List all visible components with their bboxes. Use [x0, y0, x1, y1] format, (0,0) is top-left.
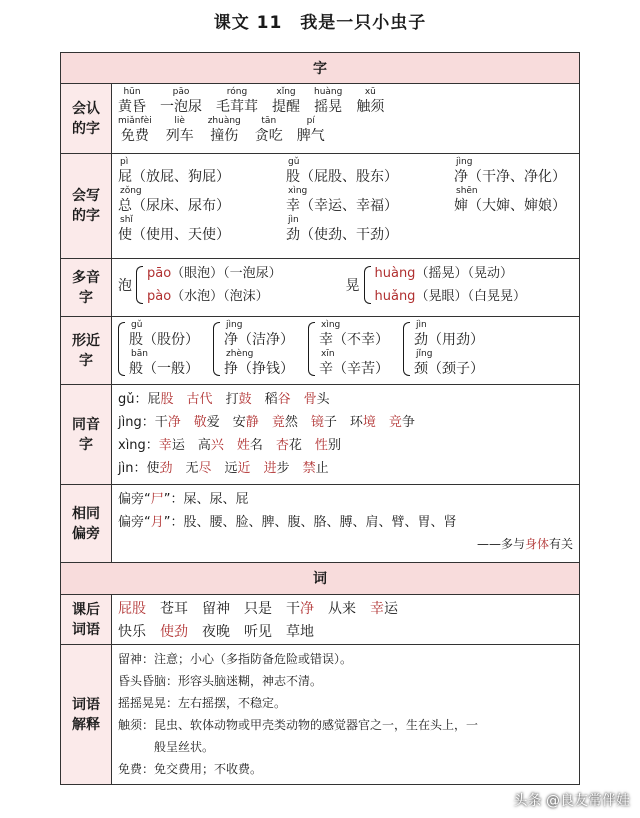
homophone-line: [118, 388, 573, 411]
definition-line: 昏头昏脑：形容头脑迷糊，神志不清。: [118, 674, 323, 688]
bracket-icon: [118, 322, 125, 376]
highlight-text: 杏: [275, 438, 289, 453]
homophone-pinyin: xìng：: [118, 438, 159, 453]
text: 打: [212, 392, 239, 407]
vocab-word: [255, 116, 283, 145]
pinyin: jìng: [456, 157, 473, 167]
kehou-lines: [112, 595, 579, 644]
hanzi: 劲（用劲）: [414, 332, 484, 348]
pinyin: miǎnfèi: [118, 116, 152, 126]
bracket-icon: [213, 322, 220, 376]
highlight-text: 兴: [210, 438, 224, 453]
hanzi: 撞伤: [210, 128, 239, 144]
pinyin: xìng: [288, 186, 308, 196]
homophone-pinyin: jìng：: [118, 415, 155, 430]
watermark: 头条 @良友常伴娃: [513, 793, 630, 809]
jieshi-lines: [112, 645, 579, 784]
similar-char: [224, 320, 294, 349]
example-words: （水泡）（泡沫）: [171, 289, 269, 304]
pinyin: shǐ: [120, 215, 133, 225]
hanzi: 般（一般）: [129, 361, 199, 377]
polyphone-readings: [375, 262, 526, 308]
text: [251, 461, 264, 476]
hanzi: 列车: [165, 128, 194, 144]
row-huiren: [60, 84, 580, 154]
hanzi: 股（股份）: [129, 332, 199, 348]
similar-char: [319, 320, 389, 349]
similar-char: [129, 349, 199, 378]
similar-char-group: [308, 320, 389, 378]
hanzi: 颈（颈子）: [414, 361, 484, 377]
highlight-text: 谷: [277, 392, 291, 407]
pinyin: pāo: [172, 87, 190, 97]
hanzi: 辛（辛苦）: [319, 361, 389, 377]
radical-highlight: 月: [150, 515, 164, 530]
bracket-icon: [136, 266, 143, 304]
pinyin: jìn: [288, 215, 299, 225]
similar-char-group: [403, 320, 484, 378]
bracket-icon: [364, 266, 371, 304]
text: 名: [249, 438, 276, 453]
pinyin: xīn: [321, 349, 335, 359]
hanzi: 毛茸茸: [216, 99, 258, 115]
hanzi: 劲（使劲、干劲）: [286, 227, 398, 243]
pinyin: róng: [226, 87, 248, 97]
bracket-icon: [403, 322, 410, 376]
row-label: 课后 词语: [61, 595, 112, 644]
write-char: [454, 186, 622, 215]
vocab-word: [166, 116, 194, 145]
polyphone-reading: [375, 285, 526, 308]
pinyin: zhèng: [226, 349, 254, 359]
row-label: 多音 字: [61, 259, 112, 316]
row-label: 会认 的字: [61, 84, 112, 153]
hanzi: 幸（不幸）: [319, 332, 389, 348]
definition-line: 留神：注意；小心（多指防备危险或错误）。: [118, 652, 353, 666]
hanzi: 婶（大婶、婶娘）: [454, 198, 566, 214]
polyphone-char: 晃: [345, 278, 360, 294]
highlight-text: 镜: [310, 415, 324, 430]
text: 头: [316, 392, 330, 407]
vocab-word: [297, 116, 325, 145]
text: [224, 438, 237, 453]
row-jieshi: [60, 645, 580, 785]
text: 争: [401, 415, 415, 430]
similar-char-pair: [319, 320, 389, 378]
similar-char: [319, 349, 389, 378]
pinyin: gǔ: [131, 320, 143, 330]
page-title: 课文 11 我是一只小虫子: [213, 13, 427, 33]
text: 快乐: [118, 624, 160, 640]
pinyin: pào: [147, 289, 172, 304]
text: 别: [327, 438, 341, 453]
hanzi: 免费: [120, 128, 149, 144]
similar-char-group: [118, 320, 199, 378]
highlight-text: 净: [300, 601, 314, 617]
text: [181, 415, 194, 430]
pinyin: pì: [120, 157, 129, 167]
similar-char-pair: [414, 320, 484, 378]
radical-line-2: 偏旁“月”：股、腰、脸、脾、腹、胳、膊、肩、臂、胃、肾: [118, 515, 457, 530]
homophone-line: [118, 411, 573, 434]
similar-char-pair: [129, 320, 199, 378]
text: 步: [276, 461, 303, 476]
vocab-word: [272, 87, 300, 116]
radical-highlight: 尸: [150, 492, 164, 507]
xingjin-groups: [118, 320, 573, 378]
text: 爱 安: [206, 415, 246, 430]
homophone-pinyin: gǔ：: [118, 392, 148, 407]
similar-char: [414, 349, 484, 378]
hanzi: 摇晃: [314, 99, 343, 115]
hanzi: 挣（挣钱）: [224, 361, 294, 377]
example-words: （晃眼）（白晃晃）: [415, 289, 526, 304]
highlight-text: 静: [245, 415, 259, 430]
row-label: 词语 解释: [61, 645, 112, 784]
pinyin: bān: [131, 349, 148, 359]
write-char: [286, 215, 454, 244]
definition-line: 触须：昆虫、软体动物或甲壳类动物的感觉器官之一，生在头上，一: [118, 718, 479, 732]
row-huixie: [60, 154, 580, 259]
polyphone-readings: [147, 262, 282, 308]
write-char: [118, 186, 286, 215]
vocab-word: [160, 87, 202, 116]
highlight-text: 姓: [236, 438, 250, 453]
pinyin: shēn: [456, 186, 478, 196]
highlight-text: 古代: [186, 392, 213, 407]
tongyin-lines: [112, 385, 579, 484]
highlight-text: 敬: [193, 415, 207, 430]
pinyin: tān: [261, 116, 277, 126]
hanzi: 股（屁股、股东）: [286, 169, 398, 185]
text: 苍耳 留神 只是 干: [146, 601, 300, 617]
polyphone-reading: [147, 262, 282, 285]
vocab-word: [208, 116, 241, 145]
highlight-text: 性: [314, 438, 328, 453]
similar-char-group: [213, 320, 294, 378]
row-duoyin: [60, 259, 580, 317]
pinyin: pí: [306, 116, 315, 126]
definition-line: 摇摇晃晃：左右摇摆，不稳定。: [118, 696, 287, 710]
similar-char-pair: [224, 320, 294, 378]
text: 然: [284, 415, 311, 430]
example-words: （摇晃）（晃动）: [415, 266, 513, 281]
row-label: 相同 偏旁: [61, 485, 112, 562]
highlight-text: 禁: [302, 461, 316, 476]
highlight-text: 鼓: [238, 392, 252, 407]
polyphone-char: 泡: [118, 278, 132, 294]
text: 使: [146, 461, 160, 476]
text: 干: [154, 415, 168, 430]
text: [174, 392, 187, 407]
duoyin-groups: [118, 262, 573, 308]
write-char: [454, 157, 622, 186]
write-char: [118, 215, 286, 244]
highlight-text: 近: [237, 461, 251, 476]
hanzi: 脾气: [296, 128, 325, 144]
polyphone-group: [118, 262, 346, 308]
pinyin: huàng: [374, 266, 416, 281]
hanzi: 黄昏: [118, 99, 146, 115]
row-kehou: [60, 595, 580, 645]
similar-char: [129, 320, 199, 349]
highlight-text: 骨: [303, 392, 317, 407]
row-label: 同音 字: [61, 385, 112, 484]
pinyin: jìng: [226, 320, 243, 330]
highlight-text: 尽: [198, 461, 212, 476]
polyphone-reading: [147, 285, 282, 308]
polyphone-reading: [375, 262, 526, 285]
text: 止: [315, 461, 329, 476]
text: 远: [211, 461, 238, 476]
homophone-line: [118, 457, 573, 480]
similar-char: [414, 320, 484, 349]
huixie-grid: [118, 157, 622, 244]
hanzi: 净（洁净）: [224, 332, 294, 348]
highlight-text: 竟: [271, 415, 285, 430]
highlight-text: 幸: [158, 438, 172, 453]
vocab-word: [118, 87, 146, 116]
pinyin: zǒng: [120, 186, 142, 196]
highlight-text: 股: [160, 392, 174, 407]
row-xingjin: [60, 317, 580, 385]
hanzi: 屁（放屁、狗屁）: [118, 169, 230, 185]
highlight-text: 使劲: [160, 624, 188, 640]
highlight-text: 净: [167, 415, 181, 430]
example-words: （眼泡）（一泡尿）: [171, 266, 282, 281]
similar-char: [224, 349, 294, 378]
write-char: [118, 157, 286, 186]
text: 稻: [251, 392, 278, 407]
text: 运 高: [171, 438, 211, 453]
row-tongyin: [60, 385, 580, 485]
highlight-text: 屁股: [118, 601, 146, 617]
pinyin: xìng: [321, 320, 341, 330]
hanzi: 贪吃: [254, 128, 283, 144]
highlight-text: 境: [362, 415, 376, 430]
hanzi: 幸（幸运、幸福）: [286, 198, 398, 214]
vocab-word: [216, 87, 258, 116]
text: 屁: [147, 392, 161, 407]
text: 从来: [314, 601, 370, 617]
text: 运: [384, 601, 398, 617]
bracket-icon: [308, 322, 315, 376]
homophone-pinyin: jìn：: [118, 461, 147, 476]
text: 花: [288, 438, 315, 453]
huiren-line2: [118, 116, 573, 145]
hanzi: 净（干净、净化）: [454, 169, 566, 185]
polyphone-group: [346, 262, 574, 308]
highlight-text: 进: [263, 461, 277, 476]
hanzi: 使（使用、天使）: [118, 227, 230, 243]
pinyin: jìn: [416, 320, 427, 330]
pinyin: liè: [174, 116, 185, 126]
write-char: [286, 157, 454, 186]
vocab-line: [118, 621, 573, 644]
pinyin: xū: [364, 87, 376, 97]
pinyin: huàng: [314, 87, 343, 97]
text: 子 环: [323, 415, 363, 430]
section-header-zi: 字: [60, 52, 580, 84]
pinyin: zhuàng: [207, 116, 241, 126]
hanzi: 提醒: [272, 99, 300, 115]
write-char: [286, 186, 454, 215]
text: [291, 392, 304, 407]
hanzi: 触须: [356, 99, 385, 115]
definition-line: 般呈丝状。: [118, 740, 215, 754]
highlight-text: 劲: [159, 461, 173, 476]
vocab-line: [118, 598, 573, 621]
text: 无: [172, 461, 199, 476]
pinyin: gǔ: [288, 157, 300, 167]
worksheet: [60, 52, 580, 785]
pinyin: huǎng: [374, 289, 416, 304]
text: 夜晚 听见 草地: [188, 624, 314, 640]
radical-line-1: 偏旁“尸”：屎、尿、屁: [118, 492, 249, 507]
row-piangpang: [60, 485, 580, 563]
highlight-text: 竞: [388, 415, 402, 430]
pinyin: jǐng: [416, 349, 433, 359]
text: [259, 415, 272, 430]
row-label: 会写 的字: [61, 154, 112, 258]
hanzi: 总（尿床、尿布）: [118, 198, 230, 214]
row-label: 形近 字: [61, 317, 112, 384]
text: [376, 415, 389, 430]
pinyin: hūn: [123, 87, 141, 97]
vocab-word: [356, 87, 384, 116]
highlight-text: 幸: [370, 601, 384, 617]
huiren-line1: [118, 87, 573, 116]
hanzi: 一泡尿: [160, 99, 202, 115]
section-header-ci: 词: [60, 563, 580, 595]
vocab-word: [118, 116, 152, 145]
homophone-line: [118, 434, 573, 457]
definition-line: 免费：免交费用；不收费。: [118, 762, 263, 776]
pinyin: xǐng: [276, 87, 296, 97]
pinyin: pāo: [147, 266, 172, 281]
vocab-word: [314, 87, 342, 116]
radical-note: ——多与身体有关: [476, 537, 573, 551]
